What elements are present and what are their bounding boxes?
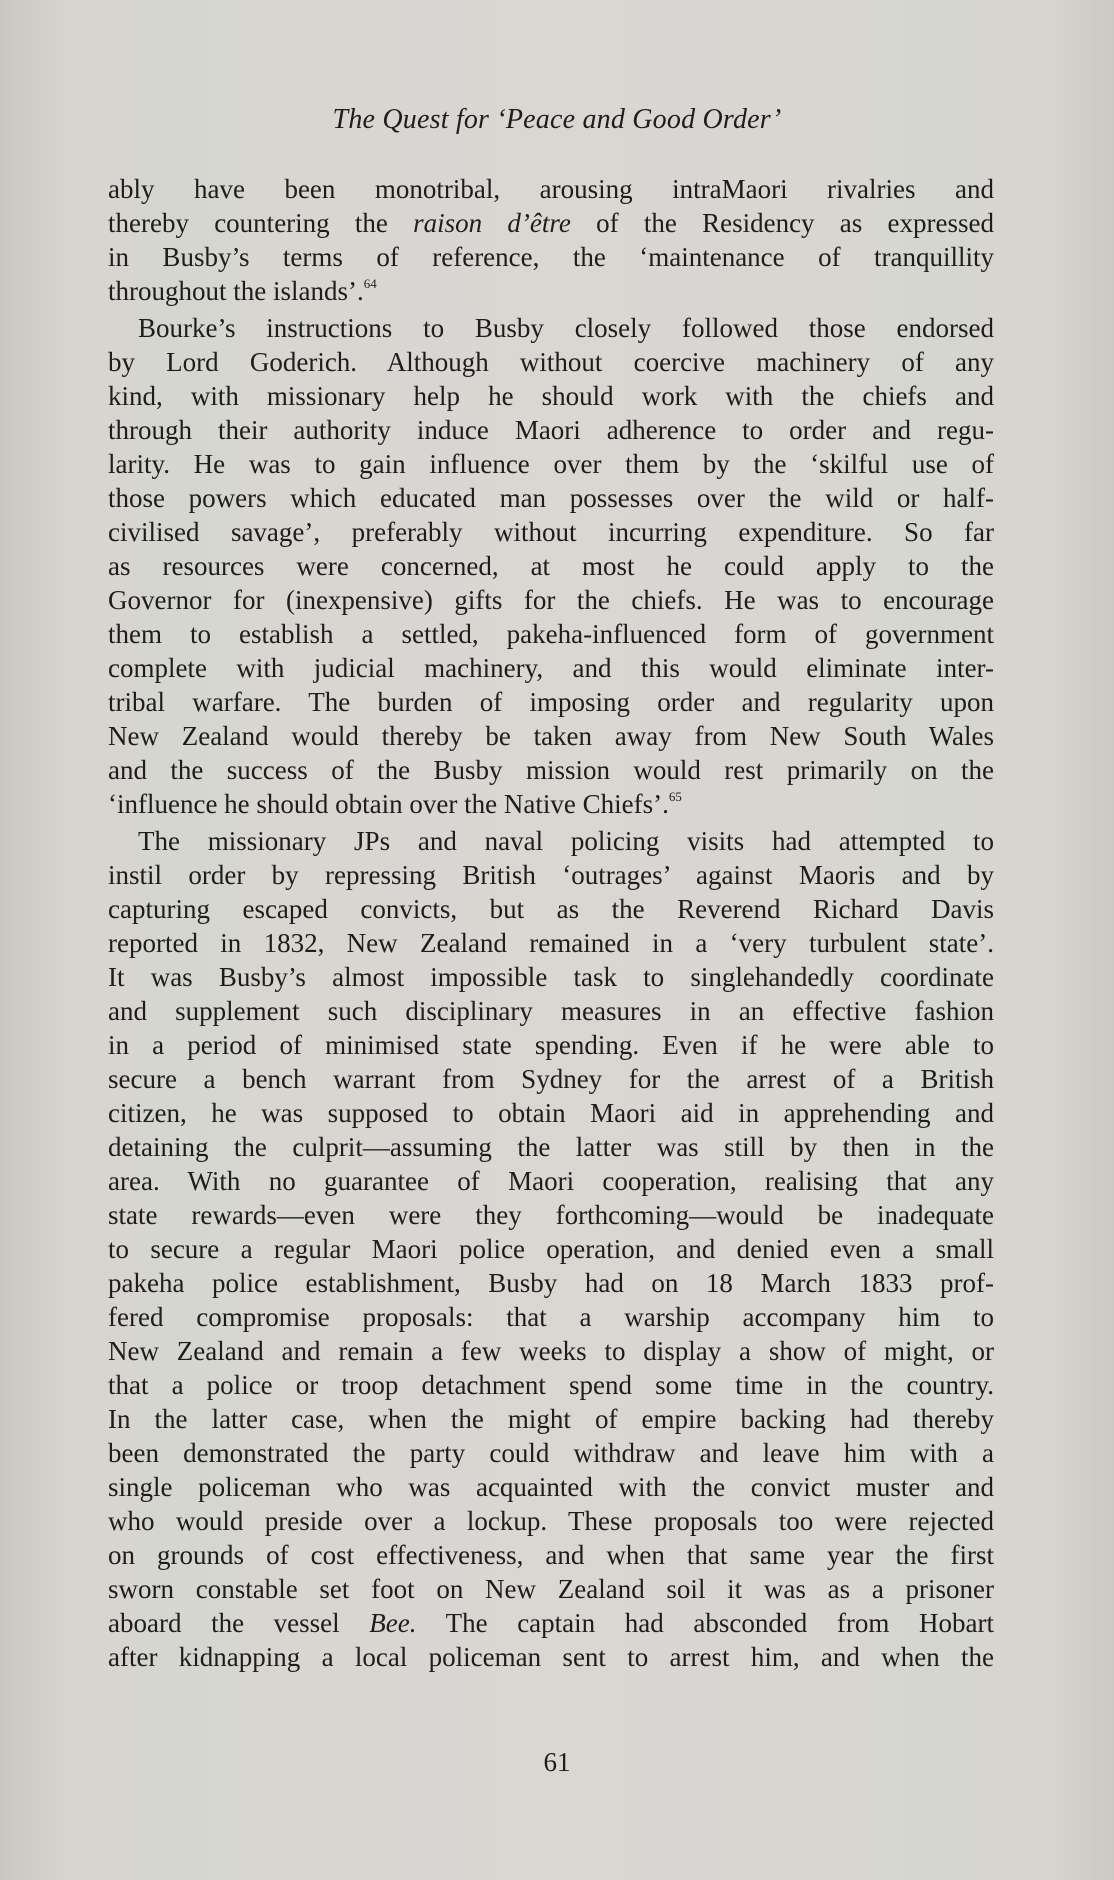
text-line bbox=[108, 345, 994, 379]
text-line bbox=[108, 1402, 994, 1436]
text-segment: tribal warfare. The burden of imposing order and regularity upon bbox=[108, 687, 994, 717]
text-line bbox=[108, 240, 994, 274]
running-head: The Quest for ‘Peace and Good Order’ bbox=[332, 104, 782, 135]
text-segment: civilised savage’, preferably without incurring expenditure. So far bbox=[108, 517, 994, 547]
text-segment: Governor for (inexpensive) gifts for the chiefs. He was to encourage bbox=[108, 585, 994, 615]
text-segment: In the latter case, when the might of empire backing had thereby bbox=[108, 1404, 994, 1434]
text-line bbox=[108, 719, 994, 753]
text-segment: ‘influence he should obtain over the Native Chiefs’. bbox=[108, 789, 669, 819]
text-line bbox=[108, 172, 994, 206]
text-line bbox=[108, 1640, 994, 1674]
text-segment: them to establish a settled, pakeha-influenced form of government bbox=[108, 619, 994, 649]
text-segment: ably have been monotribal, arousing intraMaori rivalries and bbox=[108, 174, 994, 204]
text-segment: New Zealand would thereby be taken away from New South Wales bbox=[108, 721, 994, 751]
text-line bbox=[108, 1266, 994, 1300]
text-line bbox=[108, 787, 994, 821]
body-text bbox=[108, 172, 994, 1674]
text-segment: area. With no guarantee of Maori cooperation, realising that any bbox=[108, 1166, 994, 1196]
text-segment: capturing escaped convicts, but as the Reverend Richard Davis bbox=[108, 894, 994, 924]
text-line bbox=[108, 926, 994, 960]
text-line bbox=[108, 994, 994, 1028]
text-segment: single policeman who was acquainted with the convict muster and bbox=[108, 1472, 994, 1502]
text-line bbox=[108, 1504, 994, 1538]
text-line bbox=[108, 1334, 994, 1368]
text-segment: in Busby’s terms of reference, the ‘maintenance of tranquillity bbox=[108, 242, 994, 272]
text-segment: to secure a regular Maori police operation, and denied even a small bbox=[108, 1234, 994, 1264]
text-segment: detaining the culprit—assuming the latter was still by then in the bbox=[108, 1132, 994, 1162]
text-line bbox=[108, 549, 994, 583]
italic-text: raison d’être bbox=[413, 208, 571, 238]
page-number: 61 bbox=[543, 1747, 571, 1777]
text-line bbox=[108, 960, 994, 994]
text-segment: those powers which educated man possesses over the wild or half- bbox=[108, 483, 994, 513]
text-segment: state rewards—even were they forthcoming—would be inadequate bbox=[108, 1200, 994, 1230]
text-segment: fered compromise proposals: that a warship accompany him to bbox=[108, 1302, 994, 1332]
text-line bbox=[108, 1130, 994, 1164]
text-segment: who would preside over a lockup. These proposals too were rejected bbox=[108, 1506, 994, 1536]
text-segment: secure a bench warrant from Sydney for the arrest of a British bbox=[108, 1064, 994, 1094]
text-line bbox=[108, 1062, 994, 1096]
text-segment: through their authority induce Maori adherence to order and regu- bbox=[108, 415, 994, 445]
text-line bbox=[108, 274, 994, 308]
text-line bbox=[108, 1028, 994, 1062]
text-line bbox=[108, 379, 994, 413]
paragraph bbox=[108, 172, 994, 308]
text-line bbox=[108, 1368, 994, 1402]
text-line bbox=[108, 1436, 994, 1470]
text-line bbox=[108, 1300, 994, 1334]
paragraph bbox=[108, 311, 994, 821]
text-segment: and supplement such disciplinary measures in an effective fashion bbox=[108, 996, 994, 1026]
text-segment: New Zealand and remain a few weeks to display a show of might, or bbox=[108, 1336, 994, 1366]
text-segment: throughout the islands’. bbox=[108, 276, 364, 306]
text-segment: The captain had absconded from Hobart bbox=[416, 1608, 994, 1638]
text-line bbox=[108, 753, 994, 787]
text-line bbox=[108, 617, 994, 651]
text-segment: Bourke’s instructions to Busby closely followed those endorsed bbox=[138, 313, 994, 343]
text-segment: instil order by repressing British ‘outrages’ against Maoris and by bbox=[108, 860, 994, 890]
italic-text: Bee. bbox=[369, 1608, 417, 1638]
text-segment: by Lord Goderich. Although without coercive machinery of any bbox=[108, 347, 994, 377]
text-segment: and the success of the Busby mission would rest primarily on the bbox=[108, 755, 994, 785]
paragraph bbox=[108, 824, 994, 1674]
text-segment: The missionary JPs and naval policing visits had attempted to bbox=[138, 826, 994, 856]
text-line bbox=[108, 1572, 994, 1606]
text-segment: sworn constable set foot on New Zealand soil it was as a prisoner bbox=[108, 1574, 994, 1604]
text-line bbox=[108, 651, 994, 685]
text-line bbox=[108, 1096, 994, 1130]
text-segment: been demonstrated the party could withdraw and leave him with a bbox=[108, 1438, 994, 1468]
text-line bbox=[108, 311, 994, 345]
text-line bbox=[108, 583, 994, 617]
text-line bbox=[108, 1470, 994, 1504]
text-line bbox=[108, 1198, 994, 1232]
text-segment: pakeha police establishment, Busby had on 18 March 1833 prof- bbox=[108, 1268, 994, 1298]
text-line bbox=[108, 1232, 994, 1266]
footnote-marker: 65 bbox=[668, 789, 682, 804]
text-segment: complete with judicial machinery, and this would eliminate inter- bbox=[108, 653, 994, 683]
footnote-marker: 64 bbox=[363, 276, 377, 291]
text-line bbox=[108, 1164, 994, 1198]
text-segment: citizen, he was supposed to obtain Maori aid in apprehending and bbox=[108, 1098, 994, 1128]
text-line bbox=[108, 858, 994, 892]
text-segment: after kidnapping a local policeman sent to arrest him, and when the bbox=[108, 1642, 994, 1672]
text-segment: thereby countering the bbox=[108, 208, 414, 238]
text-segment: kind, with missionary help he should work with the chiefs and bbox=[108, 381, 994, 411]
text-line bbox=[108, 413, 994, 447]
text-line bbox=[108, 515, 994, 549]
text-segment: on grounds of cost effectiveness, and when that same year the first bbox=[108, 1540, 994, 1570]
text-line bbox=[108, 481, 994, 515]
text-segment: aboard the vessel bbox=[108, 1608, 370, 1638]
text-segment: in a period of minimised state spending. Even if he were able to bbox=[108, 1030, 994, 1060]
text-line bbox=[108, 1606, 994, 1640]
text-segment: as resources were concerned, at most he could apply to the bbox=[108, 551, 994, 581]
text-segment: reported in 1832, New Zealand remained in a ‘very turbulent state’. bbox=[108, 928, 994, 958]
text-segment: of the Residency as expressed bbox=[570, 208, 994, 238]
text-line bbox=[108, 1538, 994, 1572]
text-segment: It was Busby’s almost impossible task to singlehandedly coordinate bbox=[108, 962, 994, 992]
text-line bbox=[108, 447, 994, 481]
text-segment: larity. He was to gain influence over them by the ‘skilful use of bbox=[108, 449, 994, 479]
text-line bbox=[108, 892, 994, 926]
text-line bbox=[108, 685, 994, 719]
text-line bbox=[108, 206, 994, 240]
text-line bbox=[108, 824, 994, 858]
text-segment: that a police or troop detachment spend some time in the country. bbox=[108, 1370, 994, 1400]
